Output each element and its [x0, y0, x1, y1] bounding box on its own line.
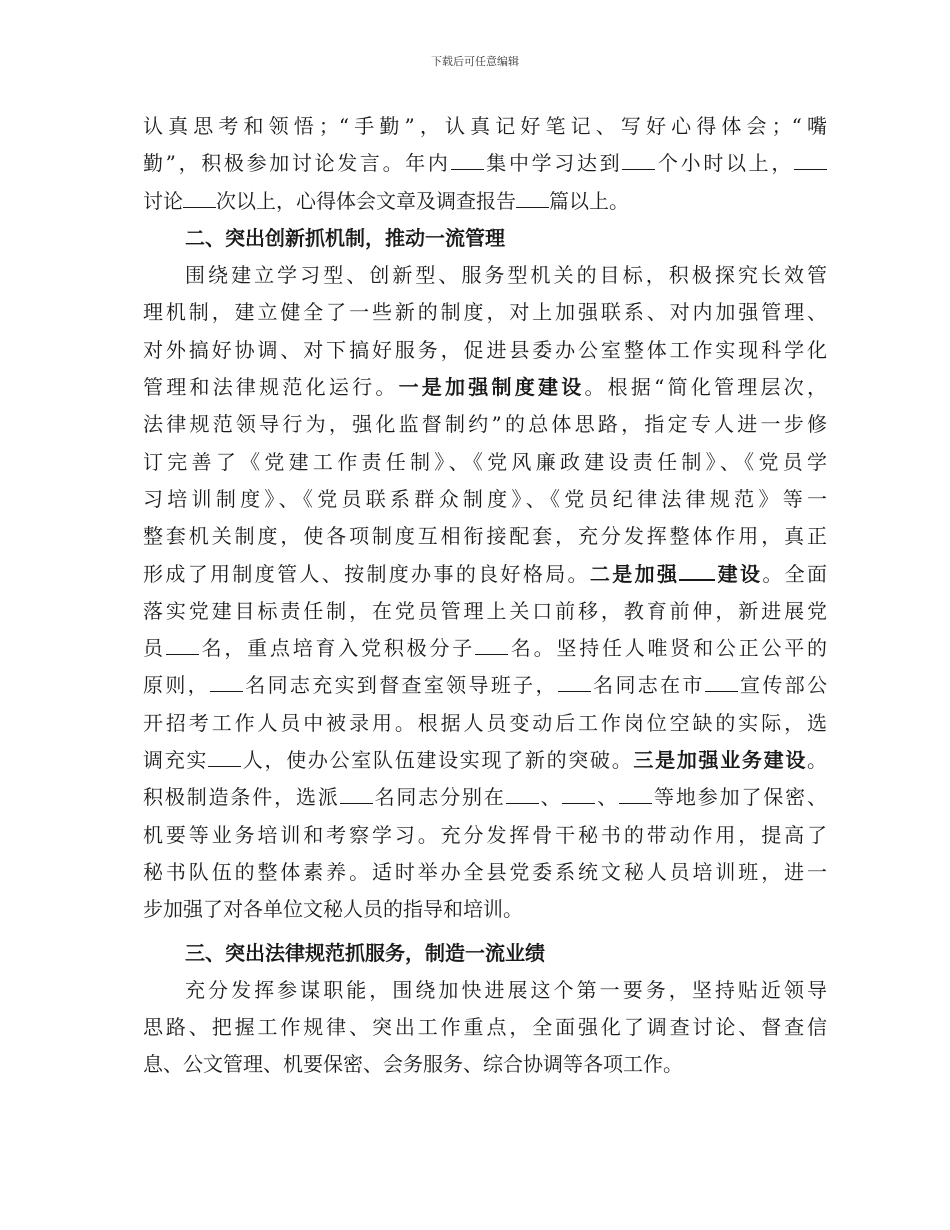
fill-blank: [210, 669, 243, 692]
fill-blank: [516, 185, 549, 208]
paragraph-line: 整套机关制度，使各项制度互相衔接配套，充分发挥整体作用，真正: [143, 524, 827, 549]
bold-phrase: 三是加强业务建设: [633, 748, 808, 773]
fill-blank: [451, 147, 484, 170]
section-heading-3: 三、突出法律规范抓服务，制造一流业绩: [185, 940, 545, 965]
fill-blank: [705, 669, 738, 692]
fill-blank: [208, 744, 241, 767]
paragraph-line: 管理和法律规范化运行。一是加强制度建设。根据“简化管理层次，: [143, 375, 828, 400]
bold-phrase: 一是加强制度建设: [398, 375, 585, 400]
paragraph-line: 订完善了《党建工作责任制》、《党风廉政建设责任制》、《党员学: [143, 449, 827, 474]
document-body: [143, 108, 827, 1084]
paragraph-line: 讨论 次以上，心得体会文章及调查报告 篇以上。: [143, 183, 827, 220]
fill-blank: [558, 669, 591, 692]
paragraph-line: 形成了用制度管人、按制度办事的良好格局。二是加强 建设。全面: [143, 556, 827, 593]
paragraph-line: 开招考工作人员中被录用。根据人员变动后工作岗位空缺的实际，选: [143, 710, 827, 735]
paragraph-line: 围绕建立学习型、创新型、服务型机关的目标，积极探究长效管: [185, 263, 827, 288]
paragraph-line: 落实党建目标责任制，在党员管理上关口前移，教育前伸，新进展党: [143, 598, 827, 623]
paragraph-line: 原则， 名同志充实到督查室领导班子， 名同志在市 宣传部公: [143, 667, 827, 704]
fill-blank: [619, 781, 652, 804]
fill-blank: [506, 781, 539, 804]
paragraph-line: 思路、把握工作规律、突出工作重点，全面强化了调查讨论、督查信: [143, 1015, 827, 1040]
bold-phrase: 二是加强: [589, 561, 680, 586]
paragraph-line: 员 名，重点培育入党积极分子 名。坚持任人唯贤和公正公平的: [143, 630, 827, 667]
fill-blank: [562, 781, 595, 804]
fill-blank: [679, 557, 715, 581]
bold-phrase: 建设: [715, 561, 763, 586]
paragraph-line: 对外搞好协调、对下搞好服务，促进县委办公室整体工作实现科学化: [143, 337, 827, 362]
section-heading-2: 二、突出创新抓机制，推动一流管理: [185, 225, 505, 250]
fill-blank: [340, 781, 373, 804]
paragraph-line: 调充实 人，使办公室队伍建设实现了新的突破。三是加强业务建设。: [143, 742, 827, 779]
paragraph-line: 理机制，建立健全了一些新的制度，对上加强联系、对内加强管理、: [143, 300, 827, 325]
page-header: 下载后可任意编辑: [431, 55, 519, 68]
fill-blank: [166, 632, 199, 655]
paragraph-line: 勤”，积极参加讨论发言。年内 集中学习达到 个小时以上，: [143, 145, 827, 182]
fill-blank: [622, 147, 655, 170]
paragraph-line: 机要等业务培训和考察学习。充分发挥骨干秘书的带动作用，提高了: [143, 822, 827, 847]
fill-blank: [794, 147, 827, 170]
paragraph-line: 秘书队伍的整体素养。适时举办全县党委系统文秘人员培训班，进一: [143, 859, 827, 884]
paragraph-line: 习培训制度》、《党员联系群众制度》、《党员纪律法律规范》等一: [143, 486, 827, 511]
paragraph-line: 息、公文管理、机要保密、会务服务、综合协调等各项工作。: [143, 1052, 683, 1077]
paragraph-line: 法律规范领导行为，强化监督制约”的总体思路，指定专人进一步修: [143, 412, 827, 437]
fill-blank: [183, 185, 216, 208]
paragraph-line: 步加强了对各单位文秘人员的指导和培训。: [143, 897, 523, 922]
paragraph-line: 充分发挥参谋职能，围绕加快进展这个第一要务，坚持贴近领导: [185, 977, 827, 1002]
paragraph-line: 积极制造条件，选派 名同志分别在 、 、 等地参加了保密、: [143, 779, 827, 816]
paragraph-line: 认真思考和领悟；“手勤”，认真记好笔记、写好心得体会；“嘴: [143, 114, 827, 138]
fill-blank: [475, 632, 508, 655]
